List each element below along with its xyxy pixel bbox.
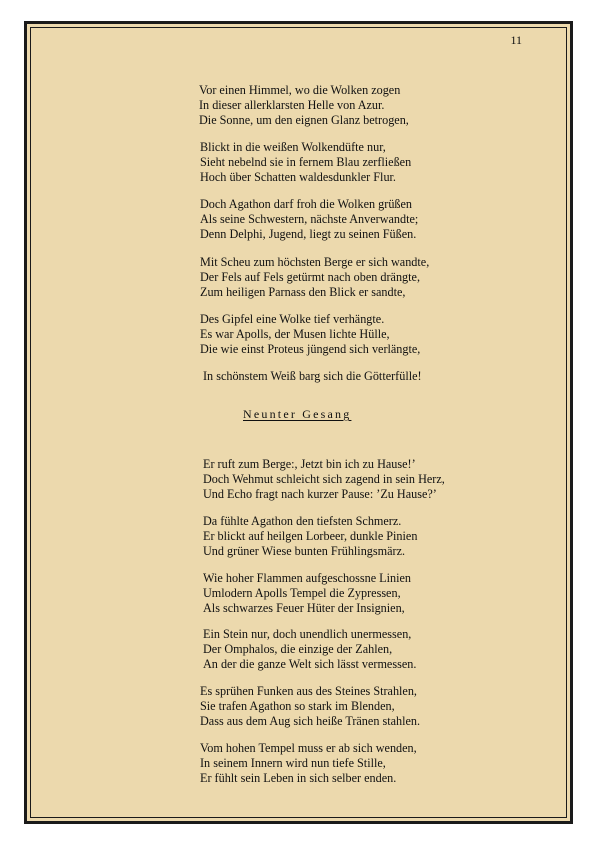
verse-line: In dieser allerklarsten Helle von Azur.	[199, 98, 385, 112]
verse-line: Ein Stein nur, doch unendlich unermessen,	[203, 627, 412, 641]
verse-line: Und Echo fragt nach kurzer Pause: ’Zu Hause?’	[203, 487, 437, 501]
verse-line: Blickt in die weißen Wolkendüfte nur,	[200, 140, 386, 154]
verse-line: Er fühlt sein Leben in sich selber enden.	[200, 771, 397, 785]
stanza	[200, 741, 417, 786]
verse-line: Es sprühen Funken aus des Steines Strahlen,	[200, 684, 417, 698]
verse-line: An der die ganze Welt sich lässt vermessen.	[203, 657, 417, 671]
stanza	[203, 457, 445, 502]
verse-line: Wie hoher Flammen aufgeschossne Linien	[203, 571, 411, 585]
verse-line: Da fühlte Agathon den tiefsten Schmerz.	[203, 514, 402, 528]
verse-line: Des Gipfel eine Wolke tief verhängte.	[200, 312, 385, 326]
verse-line: Vom hohen Tempel muss er ab sich wenden,	[200, 741, 417, 755]
stanza	[203, 514, 417, 559]
verse-line: In schönstem Weiß barg sich die Götterfülle!	[203, 369, 422, 383]
verse-line: Zum heiligen Parnass den Blick er sandte,	[200, 285, 406, 299]
verse-line: Als schwarzes Feuer Hüter der Insignien,	[203, 601, 405, 615]
verse-line: Und grüner Wiese bunten Frühlingsmärz.	[203, 544, 406, 558]
verse-line: Doch Wehmut schleicht sich zagend in sein Herz,	[203, 472, 445, 486]
stanza	[199, 83, 409, 128]
verse-line: Hoch über Schatten waldesdunkler Flur.	[200, 170, 396, 184]
canto-heading: Neunter Gesang	[243, 407, 352, 421]
verse-line: Der Fels auf Fels getürmt nach oben drängte,	[200, 270, 420, 284]
page-frame	[24, 21, 573, 824]
verse-line: Als seine Schwestern, nächste Anverwandte;	[200, 212, 419, 226]
verse-line: Umlodern Apolls Tempel die Zypressen,	[203, 586, 401, 600]
stanza	[200, 312, 420, 357]
verse-line: In seinem Innern wird nun tiefe Stille,	[200, 756, 386, 770]
verse-line: Die Sonne, um den eignen Glanz betrogen,	[199, 113, 409, 127]
verse-line: Sieht nebelnd sie in fernem Blau zerfließen	[200, 155, 412, 169]
verse-line: Dass aus dem Aug sich heiße Tränen stahlen.	[200, 714, 421, 728]
page-number: 11	[510, 33, 522, 47]
stanza	[200, 255, 429, 300]
verse-line: Vor einen Himmel, wo die Wolken zogen	[199, 83, 401, 97]
stanza	[203, 369, 422, 384]
verse-line: Er blickt auf heilgen Lorbeer, dunkle Pinien	[203, 529, 418, 543]
stanza	[200, 140, 411, 185]
stanza	[200, 197, 418, 242]
verse-line: Denn Delphi, Jugend, liegt zu seinen Füßen.	[200, 227, 417, 241]
verse-line: Sie trafen Agathon so stark im Blenden,	[200, 699, 395, 713]
verse-line: Die wie einst Proteus jüngend sich verlängte,	[200, 342, 421, 356]
stanza	[203, 627, 416, 672]
stanza	[203, 571, 411, 616]
verse-line: Er ruft zum Berge:, Jetzt bin ich zu Hause!’	[203, 457, 416, 471]
verse-line: Es war Apolls, der Musen lichte Hülle,	[200, 327, 390, 341]
verse-line: Mit Scheu zum höchsten Berge er sich wandte,	[200, 255, 430, 269]
verse-line: Der Omphalos, die einzige der Zahlen,	[203, 642, 393, 656]
verse-line: Doch Agathon darf froh die Wolken grüßen	[200, 197, 413, 211]
stanza	[200, 684, 420, 729]
